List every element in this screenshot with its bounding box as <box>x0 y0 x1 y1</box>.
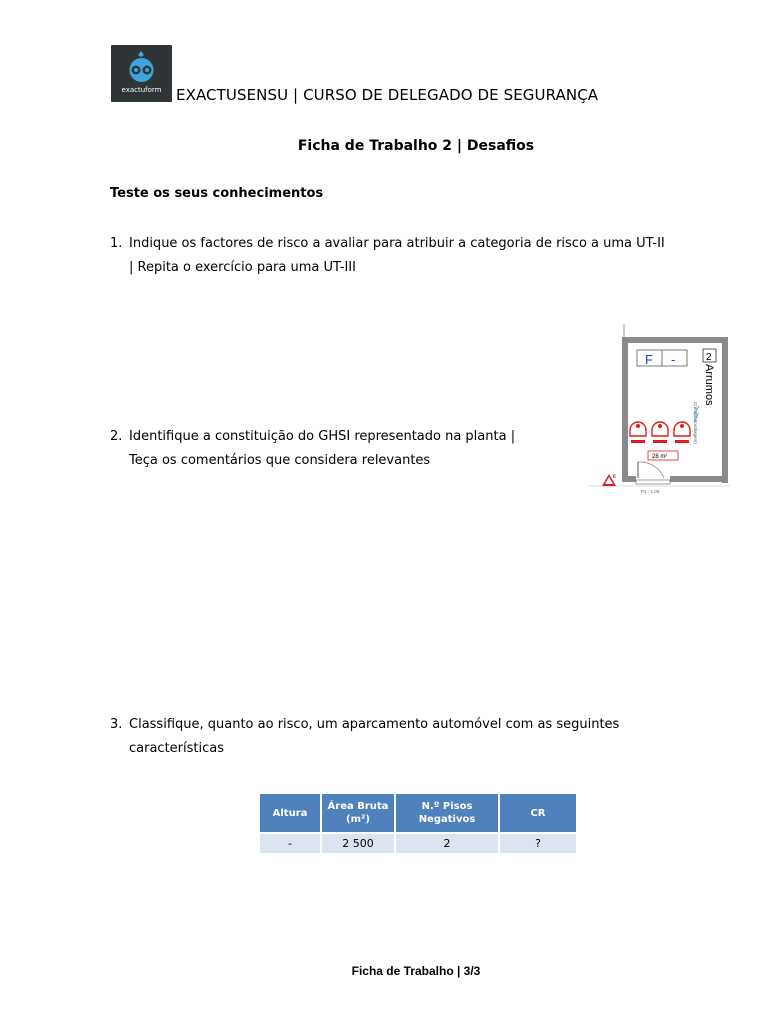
table-header-row <box>260 794 576 832</box>
table-header-cell: N.º Pisos Negativos <box>396 794 498 832</box>
plan-small-number: 6 <box>613 474 616 480</box>
exactuform-logo <box>111 45 172 102</box>
question-number: 3. <box>110 717 123 732</box>
question-line: Classifique, quanto ao risco, um aparcamento automóvel com as seguintes <box>129 717 620 732</box>
plan-area: 28 m² <box>652 454 668 460</box>
owl-icon <box>111 45 172 85</box>
table-header-cell: CR <box>500 794 576 832</box>
table-header-cell: Altura <box>260 794 320 832</box>
question-line: | Repita o exercício para uma UT-III <box>129 260 356 275</box>
plan-room-sub: (Central Bombagem) <box>693 402 698 444</box>
question-line: Teça os comentários que considera relevantes <box>129 453 431 468</box>
table-cell: 2 <box>396 834 498 853</box>
question-line: Indique os factores de risco a avaliar para atribuir a categoria de risco a uma UT-II <box>129 236 665 251</box>
page-footer: Ficha de Trabalho | 3/3 <box>351 964 481 978</box>
plan-label-number: 2 <box>706 352 712 363</box>
plan-door-code: P1 - 1.09 <box>641 489 660 494</box>
plan-room-name: Arrumos <box>703 364 715 406</box>
question-line: Identifique a constituição do GHSI representado na planta | <box>129 429 516 444</box>
table-header-cell: Área Bruta (m²) <box>322 794 394 832</box>
table-cell: ? <box>500 834 576 853</box>
table-row <box>260 834 576 853</box>
question-number: 1. <box>110 236 123 251</box>
risk-table <box>258 792 578 855</box>
table-cell: 2 500 <box>322 834 394 853</box>
sheet-title: Ficha de Trabalho 2 | Desafios <box>297 138 535 154</box>
question-number: 2. <box>110 429 123 444</box>
floor-plan-drawing <box>588 322 730 498</box>
logo-text: exactuform <box>121 86 162 94</box>
table-cell: - <box>260 834 320 853</box>
header-title: EXACTUSENSU | CURSO DE DELEGADO DE SEGURANÇA <box>176 86 599 104</box>
plan-label-dash: - <box>671 352 676 367</box>
section-heading: Teste os seus conhecimentos <box>110 186 324 201</box>
plan-label-f: F <box>645 352 653 367</box>
question-line: características <box>129 741 224 756</box>
floor-plan <box>588 322 730 498</box>
